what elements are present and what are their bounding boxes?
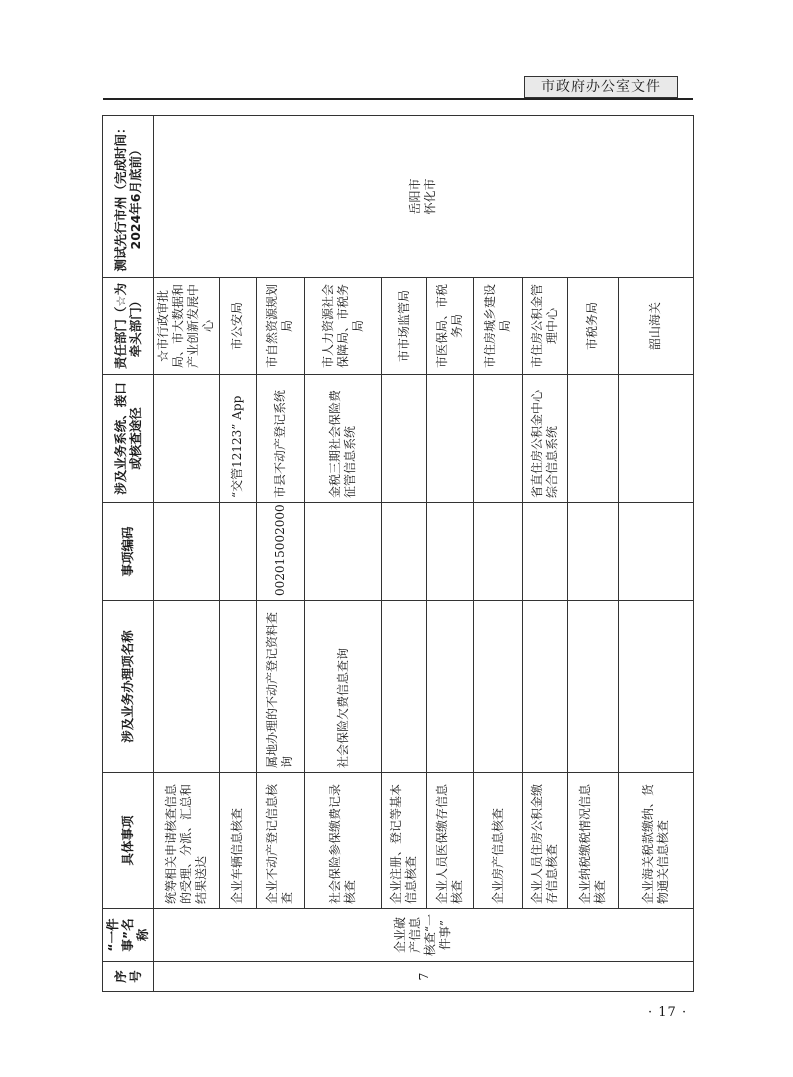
group-seq-cell: 7 <box>153 962 693 992</box>
code-cell <box>153 503 219 601</box>
dept-cell: ☆市行政审批局、市大数据和产业创新发展中心 <box>153 278 219 375</box>
dept-cell: 市自然资源规划局 <box>256 278 305 375</box>
dept-cell: 市医保局、市税务局 <box>427 278 474 375</box>
biz-name-cell <box>523 601 568 773</box>
biz-name-cell <box>153 601 219 773</box>
dept-cell: 市市场监管局 <box>381 278 427 375</box>
item-cell: 企业车辆信息核查 <box>219 773 256 909</box>
code-cell <box>305 503 381 601</box>
item-cell: 企业人员住房公积金缴存信息核查 <box>523 773 568 909</box>
header-dept: 责任部门（☆为牵头部门） <box>103 278 154 375</box>
rotated-table-area <box>102 116 694 992</box>
code-cell <box>567 503 618 601</box>
biz-name-cell <box>381 601 427 773</box>
item-cell: 统筹相关申请核查信息的受理、分派、汇总和结果送达 <box>153 773 219 909</box>
system-cell: 金税三期社会保险费征管信息系统 <box>305 375 381 503</box>
code-cell <box>474 503 523 601</box>
dept-cell: 市人力资源社会保障局、市税务局 <box>305 278 381 375</box>
system-cell <box>427 375 474 503</box>
dept-cell: 市住房公积金管理中心 <box>523 278 568 375</box>
biz-name-cell <box>427 601 474 773</box>
code-cell <box>219 503 256 601</box>
system-cell <box>474 375 523 503</box>
item-cell: 企业海关税款缴纳、货物通关信息核查 <box>618 773 693 909</box>
system-cell <box>153 375 219 503</box>
header-system: 涉及业务系统、接口或核查途径 <box>103 375 154 503</box>
code-cell: 002015002000 <box>256 503 305 601</box>
item-cell: 企业注册、登记等基本信息核查 <box>381 773 427 909</box>
biz-name-cell: 属地办理的不动产登记资料查询 <box>256 601 305 773</box>
header-biz-name: 涉及业务办理项名称 <box>103 601 154 773</box>
dept-cell: 韶山海关 <box>618 278 693 375</box>
item-cell: 企业人员医保缴存信息核查 <box>427 773 474 909</box>
item-cell: 社会保险参保缴费记录核查 <box>305 773 381 909</box>
system-cell <box>381 375 427 503</box>
table-container <box>102 116 694 992</box>
system-cell <box>618 375 693 503</box>
table-header-row <box>103 116 154 992</box>
header-seq: 序号 <box>103 962 154 992</box>
group-event-name-cell: 企业破产信息核查“一件事” <box>153 909 693 962</box>
dept-cell: 市公安局 <box>219 278 256 375</box>
page-number: · 17 · <box>648 1005 688 1020</box>
system-cell: 市县不动产登记系统 <box>256 375 305 503</box>
code-cell <box>381 503 427 601</box>
dept-cell: 市税务局 <box>567 278 618 375</box>
code-cell <box>427 503 474 601</box>
biz-name-cell <box>618 601 693 773</box>
system-cell: 省直住房公积金中心综合信息系统 <box>523 375 568 503</box>
dept-cell: 市住房城乡建设局 <box>474 278 523 375</box>
system-cell <box>567 375 618 503</box>
system-cell: “交管12123” App <box>219 375 256 503</box>
item-cell: 企业纳税缴税情况信息核查 <box>567 773 618 909</box>
biz-name-cell: 社会保险欠费信息查询 <box>305 601 381 773</box>
header-event-name: “一件事”名称 <box>103 909 154 962</box>
header-rule <box>103 98 693 100</box>
biz-name-cell <box>567 601 618 773</box>
header-item: 具体事项 <box>103 773 154 909</box>
biz-name-cell <box>219 601 256 773</box>
code-cell <box>618 503 693 601</box>
group-pilot-cell: 岳阳市 怀化市 <box>153 116 693 278</box>
item-cell: 企业房产信息核查 <box>474 773 523 909</box>
verification-table <box>102 115 694 992</box>
biz-name-cell <box>474 601 523 773</box>
code-cell <box>523 503 568 601</box>
table-row <box>153 116 219 992</box>
document-header-title: 市政府办公室文件 <box>524 76 678 98</box>
header-code: 事项编码 <box>103 503 154 601</box>
item-cell: 企业不动产登记信息核查 <box>256 773 305 909</box>
header-pilot: 测试先行市州（完成时间：2024年6月底前） <box>103 116 154 278</box>
